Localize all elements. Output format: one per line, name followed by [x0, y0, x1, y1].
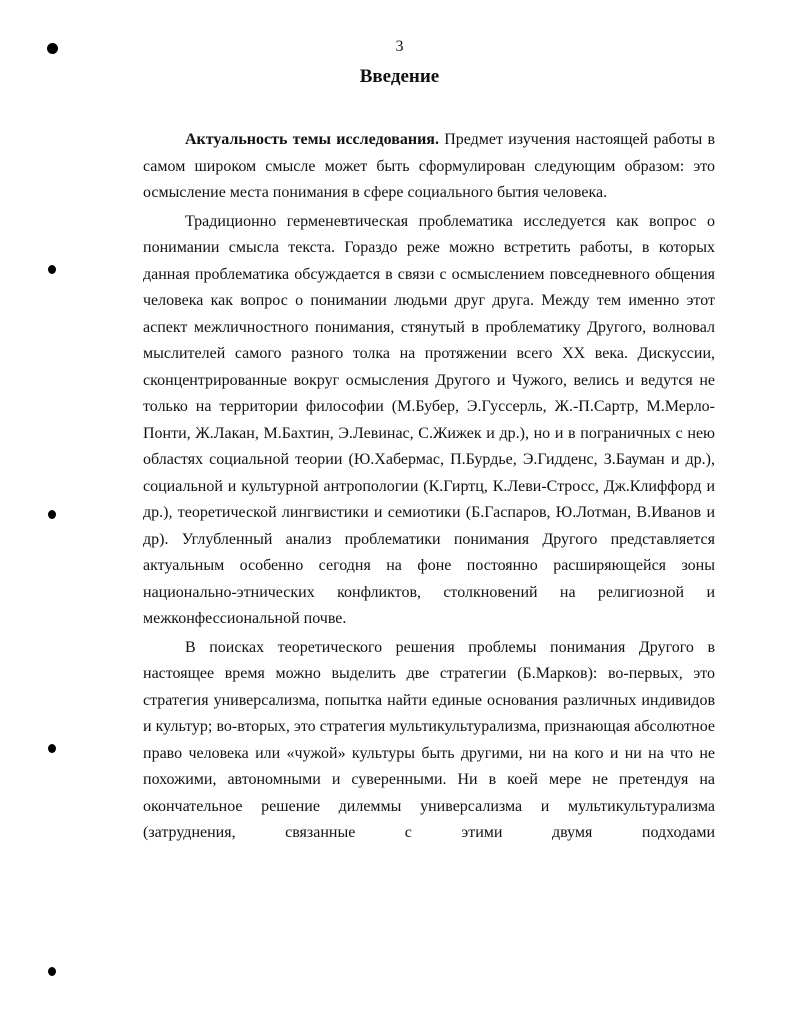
punch-hole-2	[48, 265, 56, 274]
paragraph-text: В поисках теоретического решения проблемы понимания Другого в настоящее время можно выделить две стратегии (Б.Марков): во-первых, это стратегия универсализма, попытка найти единые основания различных индивидов и культур; во-вторых, это стратегия мультикультурализма, признающая абсолютное право человека или «чужой» культуры быть другими, ни на кого и ни на что не похожими, автономными и суверенными. Ни в коей мере не претендуя на окончательное решение дилеммы универсализма и мультикультурализма (затруднения, связанные с этими двумя подходами	[143, 638, 715, 841]
punch-hole-4	[48, 744, 56, 753]
page-number: 3	[395, 38, 404, 55]
body-text	[143, 127, 715, 847]
paragraph-strategies	[143, 635, 715, 847]
paragraph-relevance	[143, 127, 715, 207]
page-title: Введение	[359, 66, 440, 87]
punch-hole-3	[48, 510, 56, 519]
paragraph-text: Традиционно герменевтическая проблематика исследуется как вопрос о понимании смысла текста. Гораздо реже можно встретить работы, в которых данная проблематика обсуждается в связи с осмыслением повседневного общения человека как вопрос о понимании людьми друг друга. Между тем именно этот аспект межличностного понимания, стянутый в проблематику Другого, волновал мыслителей самого разного толка на протяжении всего XX века. Дискуссии, сконцентрированные вокруг осмысления Другого и Чужого, велись и ведутся не только на территории философии (М.Бубер, Э.Гуссерль, Ж.-П.Сартр, М.Мерло-Понти, Ж.Лакан, М.Бахтин, Э.Левинас, С.Жижек и др.), но и в пограничных с нею областях социальной теории (Ю.Хабермас, П.Бурдье, Э.Гидденс, З.Бауман и др.), социальной и культурной антропологии (К.Гиртц, К.Леви-Стросс, Дж.Клиффорд и др.), теоретической лингвистики и семиотики (Б.Гаспаров, Ю.Лотман, В.Иванов и др). Углубленный анализ проблематики понимания Другого представляется актуальным особенно сегодня на фоне постоянно расширяющейся зоны национально-этнических конфликтов, столкновений на религиозной и межконфессиональной почве.	[143, 212, 715, 627]
punch-hole-5	[48, 967, 56, 976]
paragraph-hermeneutics	[143, 209, 715, 633]
paragraph-lead: Актуальность темы исследования.	[185, 131, 439, 148]
paragraph-text: Предмет изучения настоящей работы в самом широком смысле может быть сформулирован следующим образом: это осмысление места понимания в сфере социального бытия человека.	[143, 131, 716, 201]
